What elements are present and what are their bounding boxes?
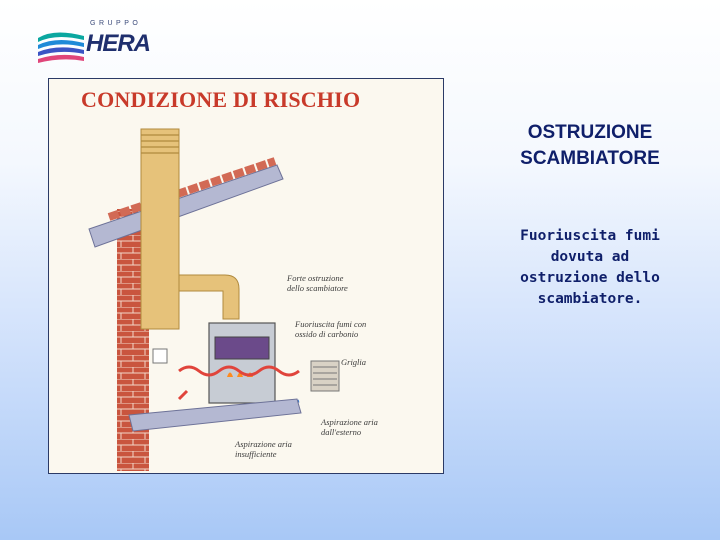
wall-grille <box>311 361 339 391</box>
body-line-2: dovuta ad <box>550 249 630 265</box>
heat-exchanger <box>215 337 269 359</box>
label-outside-air: Aspirazione aria dall'esterno <box>321 417 378 437</box>
roof-slab <box>89 165 283 247</box>
logo-group-text: GRUPPO <box>90 20 142 27</box>
heading-line-1: OSTRUZIONE <box>527 122 653 143</box>
label-insufficient-air: Aspirazione aria insufficiente <box>235 439 292 459</box>
slide-body <box>490 226 690 310</box>
body-line-3: ostruzione dello <box>520 270 660 286</box>
boiler-diagram <box>49 79 443 473</box>
label-grille: Griglia <box>341 357 367 367</box>
body-line-1: Fuoriuscita fumi <box>520 228 660 244</box>
risk-illustration <box>48 78 444 474</box>
heading-line-2: SCAMBIATORE <box>520 148 660 169</box>
boiler-unit <box>209 323 275 403</box>
body-line-4: scambiatore. <box>537 291 643 307</box>
slide-heading <box>470 120 710 172</box>
logo-name-text: HERA <box>86 30 151 57</box>
label-co-leak: Fuoriuscita fumi con ossido di carbonio <box>295 319 367 339</box>
floor-slab <box>129 399 301 431</box>
label-exchanger: Forte ostruzione dello scambiatore <box>287 273 348 293</box>
hera-logo <box>36 20 151 66</box>
illustration-title: CONDIZIONE DI RISCHIO <box>81 87 361 112</box>
chimney-flue <box>141 129 179 329</box>
hera-logo-waves-icon <box>36 26 86 66</box>
fume-arrow-down <box>179 391 187 399</box>
connecting-duct <box>179 275 239 319</box>
flue-cap <box>153 349 167 363</box>
